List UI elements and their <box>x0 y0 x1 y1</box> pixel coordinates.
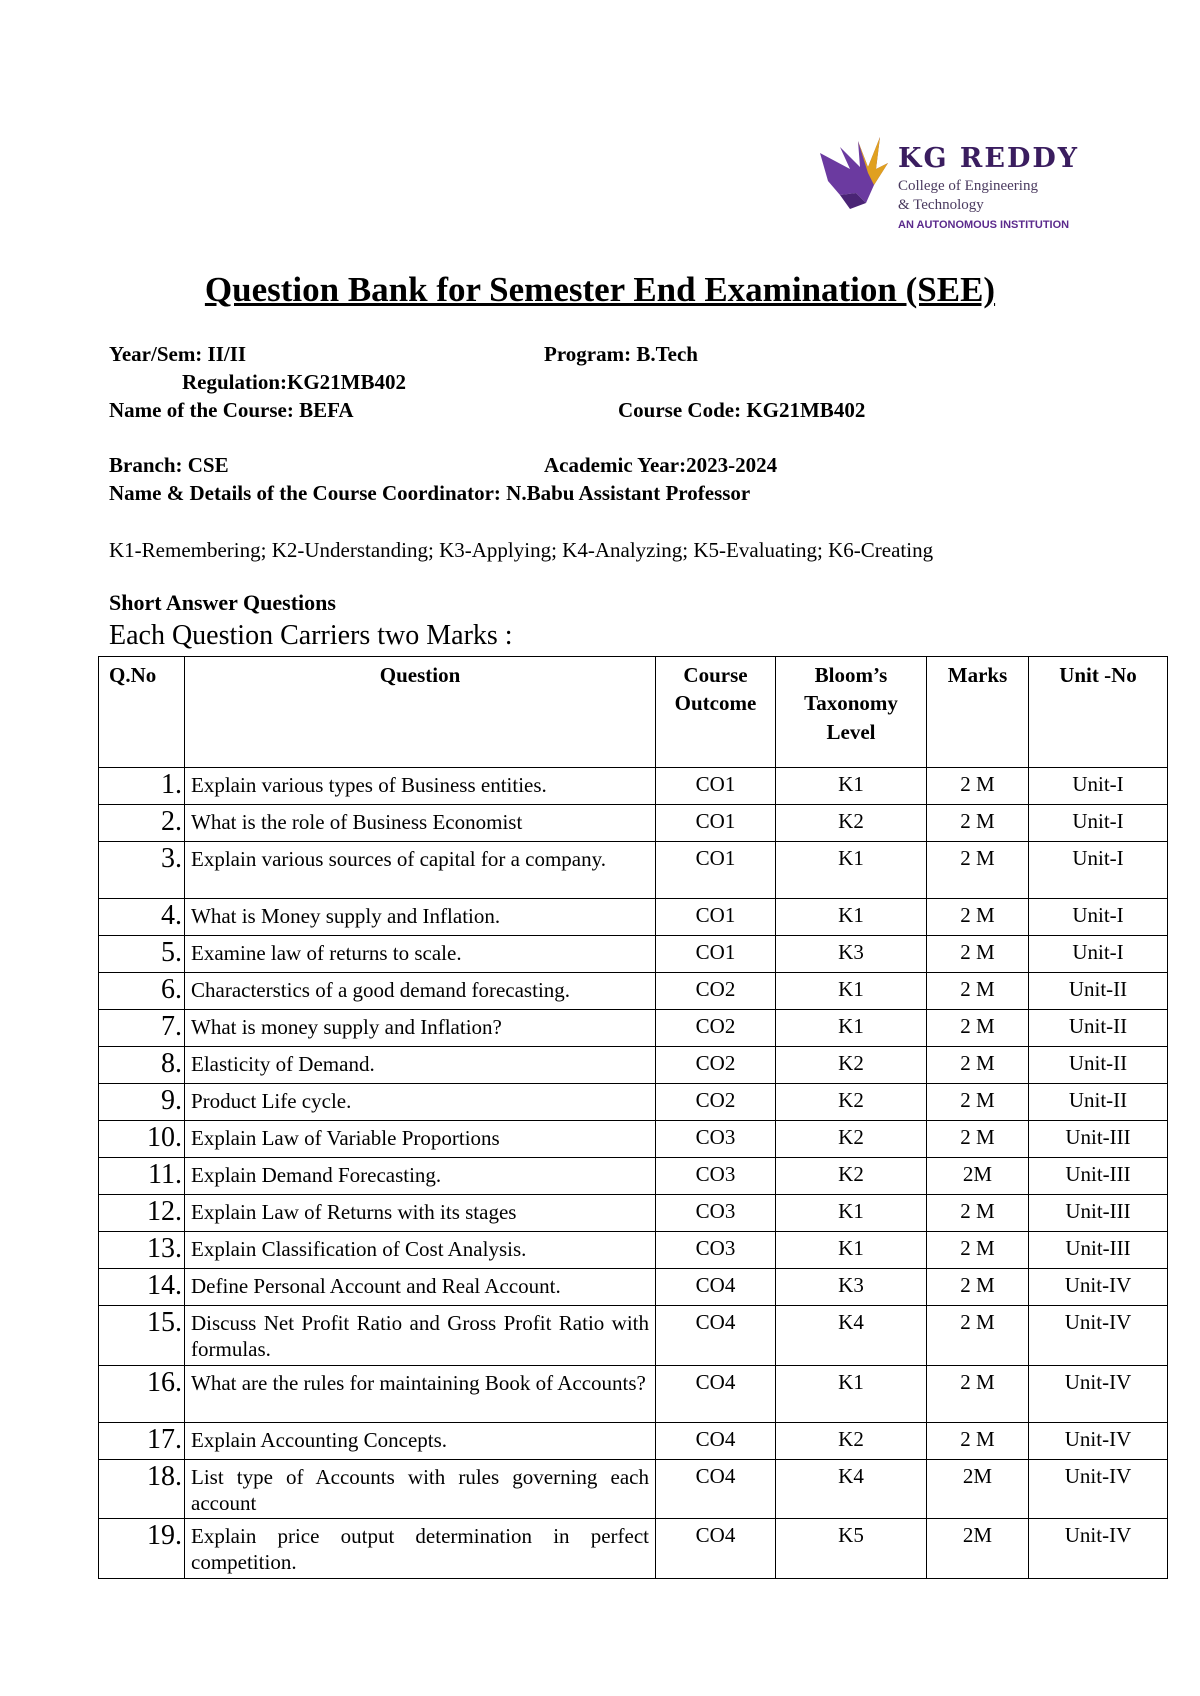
course-coordinator: Name & Details of the Course Coordinator: N.Babu Assistant Professor <box>109 481 751 505</box>
course-outcome: CO3 <box>656 1232 776 1269</box>
logo-name: KG REDDY <box>898 143 1080 174</box>
course-outcome: CO3 <box>656 1158 776 1195</box>
marks: 2M <box>927 1519 1029 1579</box>
question-text: Explain Law of Variable Proportions <box>185 1121 656 1158</box>
marks: 2 M <box>927 899 1029 936</box>
institution-logo <box>810 133 1090 233</box>
table-header-row <box>99 657 1168 768</box>
question-text: What are the rules for maintaining Book of Accounts? <box>185 1365 656 1422</box>
bloom-level: K2 <box>776 805 927 842</box>
question-number: 13. <box>99 1232 185 1269</box>
eagle-logo-icon <box>810 133 896 225</box>
course-code: Course Code: KG21MB402 <box>618 398 866 422</box>
course-outcome: CO4 <box>656 1306 776 1366</box>
unit-no: Unit-IV <box>1029 1459 1168 1519</box>
question-number: 14. <box>99 1269 185 1306</box>
marks: 2 M <box>927 1195 1029 1232</box>
course-outcome: CO4 <box>656 1422 776 1459</box>
course-outcome: CO4 <box>656 1519 776 1579</box>
marks: 2 M <box>927 805 1029 842</box>
marks: 2 M <box>927 1121 1029 1158</box>
question-number: 7. <box>99 1010 185 1047</box>
header-question: Question <box>185 657 656 768</box>
unit-no: Unit-II <box>1029 973 1168 1010</box>
bloom-level: K3 <box>776 936 927 973</box>
logo-subtitle-1: College of Engineering <box>898 178 1038 194</box>
question-text: Examine law of returns to scale. <box>185 936 656 973</box>
question-text: What is Money supply and Inflation. <box>185 899 656 936</box>
page-title: Question Bank for Semester End Examination (SEE) <box>204 270 996 309</box>
table-row <box>99 1519 1168 1579</box>
table-row <box>99 973 1168 1010</box>
bloom-level: K2 <box>776 1121 927 1158</box>
program: Program: B.Tech <box>544 342 698 366</box>
marks: 2 M <box>927 842 1029 899</box>
table-row <box>99 1195 1168 1232</box>
marks: 2M <box>927 1158 1029 1195</box>
logo-tagline: AN AUTONOMOUS INSTITUTION <box>898 219 1070 231</box>
bloom-level: K2 <box>776 1158 927 1195</box>
question-number: 15. <box>99 1306 185 1366</box>
bloom-level: K2 <box>776 1422 927 1459</box>
unit-no: Unit-III <box>1029 1195 1168 1232</box>
course-outcome: CO1 <box>656 899 776 936</box>
unit-no: Unit-I <box>1029 936 1168 973</box>
marks: 2 M <box>927 1306 1029 1366</box>
marks: 2 M <box>927 1010 1029 1047</box>
question-text: Explain Law of Returns with its stages <box>185 1195 656 1232</box>
marks: 2M <box>927 1459 1029 1519</box>
bloom-level: K1 <box>776 973 927 1010</box>
table-row <box>99 1306 1168 1366</box>
question-text: Characterstics of a good demand forecasting. <box>185 973 656 1010</box>
question-number: 4. <box>99 899 185 936</box>
unit-no: Unit-II <box>1029 1084 1168 1121</box>
bloom-level: K1 <box>776 842 927 899</box>
logo-subtitle-2: & Technology <box>898 197 984 213</box>
bloom-level: K4 <box>776 1459 927 1519</box>
unit-no: Unit-I <box>1029 842 1168 899</box>
bloom-level: K1 <box>776 768 927 805</box>
regulation: Regulation:KG21MB402 <box>182 370 406 394</box>
question-number: 2. <box>99 805 185 842</box>
marks-note: Each Question Carriers two Marks : <box>109 620 513 651</box>
header-unit: Unit -No <box>1029 657 1168 768</box>
question-number: 5. <box>99 936 185 973</box>
unit-no: Unit-III <box>1029 1158 1168 1195</box>
unit-no: Unit-I <box>1029 805 1168 842</box>
course-name: Name of the Course: BEFA <box>109 398 354 422</box>
question-text: Discuss Net Profit Ratio and Gross Profit Ratio with formulas. <box>185 1306 656 1366</box>
bloom-level: K2 <box>776 1084 927 1121</box>
question-number: 8. <box>99 1047 185 1084</box>
question-number: 18. <box>99 1459 185 1519</box>
table-row <box>99 842 1168 899</box>
table-row <box>99 1365 1168 1422</box>
question-table <box>98 656 1168 1579</box>
header-course-outcome: Course Outcome <box>656 657 776 768</box>
course-outcome: CO3 <box>656 1121 776 1158</box>
question-text: Explain various sources of capital for a company. <box>185 842 656 899</box>
course-outcome: CO1 <box>656 768 776 805</box>
header-qno: Q.No <box>99 657 185 768</box>
question-text: Explain price output determination in perfect competition. <box>185 1519 656 1579</box>
unit-no: Unit-IV <box>1029 1306 1168 1366</box>
question-number: 6. <box>99 973 185 1010</box>
question-text: Explain Demand Forecasting. <box>185 1158 656 1195</box>
year-sem: Year/Sem: II/II <box>109 342 247 366</box>
marks: 2 M <box>927 936 1029 973</box>
header-bloom-level: Bloom’s Taxonomy Level <box>776 657 927 768</box>
table-row <box>99 1232 1168 1269</box>
question-text: Explain various types of Business entities. <box>185 768 656 805</box>
bloom-level: K1 <box>776 899 927 936</box>
unit-no: Unit-IV <box>1029 1269 1168 1306</box>
question-number: 10. <box>99 1121 185 1158</box>
course-outcome: CO1 <box>656 842 776 899</box>
table-row <box>99 936 1168 973</box>
table-row <box>99 1422 1168 1459</box>
unit-no: Unit-II <box>1029 1047 1168 1084</box>
marks: 2 M <box>927 973 1029 1010</box>
section-title: Short Answer Questions <box>109 590 336 615</box>
unit-no: Unit-II <box>1029 1010 1168 1047</box>
question-text: Define Personal Account and Real Account. <box>185 1269 656 1306</box>
unit-no: Unit-I <box>1029 768 1168 805</box>
marks: 2 M <box>927 768 1029 805</box>
table-row <box>99 1010 1168 1047</box>
course-outcome: CO4 <box>656 1459 776 1519</box>
bloom-level: K5 <box>776 1519 927 1579</box>
k-levels-legend: K1-Remembering; K2-Understanding; K3-Applying; K4-Analyzing; K5-Evaluating; K6-Creating <box>109 538 934 562</box>
unit-no: Unit-III <box>1029 1121 1168 1158</box>
marks: 2 M <box>927 1084 1029 1121</box>
question-text: What is the role of Business Economist <box>185 805 656 842</box>
table-row <box>99 1084 1168 1121</box>
table-row <box>99 1121 1168 1158</box>
unit-no: Unit-III <box>1029 1232 1168 1269</box>
course-outcome: CO3 <box>656 1195 776 1232</box>
table-row <box>99 1047 1168 1084</box>
marks: 2 M <box>927 1422 1029 1459</box>
question-text: Product Life cycle. <box>185 1084 656 1121</box>
bloom-level: K1 <box>776 1010 927 1047</box>
course-outcome: CO1 <box>656 936 776 973</box>
course-outcome: CO1 <box>656 805 776 842</box>
bloom-level: K4 <box>776 1306 927 1366</box>
question-text: Explain Accounting Concepts. <box>185 1422 656 1459</box>
question-text: Elasticity of Demand. <box>185 1047 656 1084</box>
course-outcome: CO2 <box>656 1084 776 1121</box>
table-row <box>99 899 1168 936</box>
table-row <box>99 768 1168 805</box>
marks: 2 M <box>927 1047 1029 1084</box>
unit-no: Unit-I <box>1029 899 1168 936</box>
question-number: 11. <box>99 1158 185 1195</box>
marks: 2 M <box>927 1232 1029 1269</box>
question-text: Explain Classification of Cost Analysis. <box>185 1232 656 1269</box>
table-row <box>99 1158 1168 1195</box>
course-outcome: CO4 <box>656 1269 776 1306</box>
question-text: List type of Accounts with rules governing each account <box>185 1459 656 1519</box>
bloom-level: K3 <box>776 1269 927 1306</box>
question-number: 16. <box>99 1365 185 1422</box>
table-row <box>99 1459 1168 1519</box>
unit-no: Unit-IV <box>1029 1422 1168 1459</box>
question-text: What is money supply and Inflation? <box>185 1010 656 1047</box>
unit-no: Unit-IV <box>1029 1519 1168 1579</box>
question-number: 17. <box>99 1422 185 1459</box>
marks: 2 M <box>927 1365 1029 1422</box>
question-number: 12. <box>99 1195 185 1232</box>
marks: 2 M <box>927 1269 1029 1306</box>
table-row <box>99 805 1168 842</box>
course-outcome: CO2 <box>656 1010 776 1047</box>
bloom-level: K2 <box>776 1047 927 1084</box>
bloom-level: K1 <box>776 1365 927 1422</box>
header-marks: Marks <box>927 657 1029 768</box>
question-number: 3. <box>99 842 185 899</box>
academic-year: Academic Year:2023-2024 <box>544 453 778 477</box>
question-number: 1. <box>99 768 185 805</box>
course-outcome: CO2 <box>656 973 776 1010</box>
bloom-level: K1 <box>776 1195 927 1232</box>
unit-no: Unit-IV <box>1029 1365 1168 1422</box>
course-outcome: CO4 <box>656 1365 776 1422</box>
question-number: 19. <box>99 1519 185 1579</box>
branch: Branch: CSE <box>109 453 229 477</box>
bloom-level: K1 <box>776 1232 927 1269</box>
question-number: 9. <box>99 1084 185 1121</box>
course-outcome: CO2 <box>656 1047 776 1084</box>
table-row <box>99 1269 1168 1306</box>
